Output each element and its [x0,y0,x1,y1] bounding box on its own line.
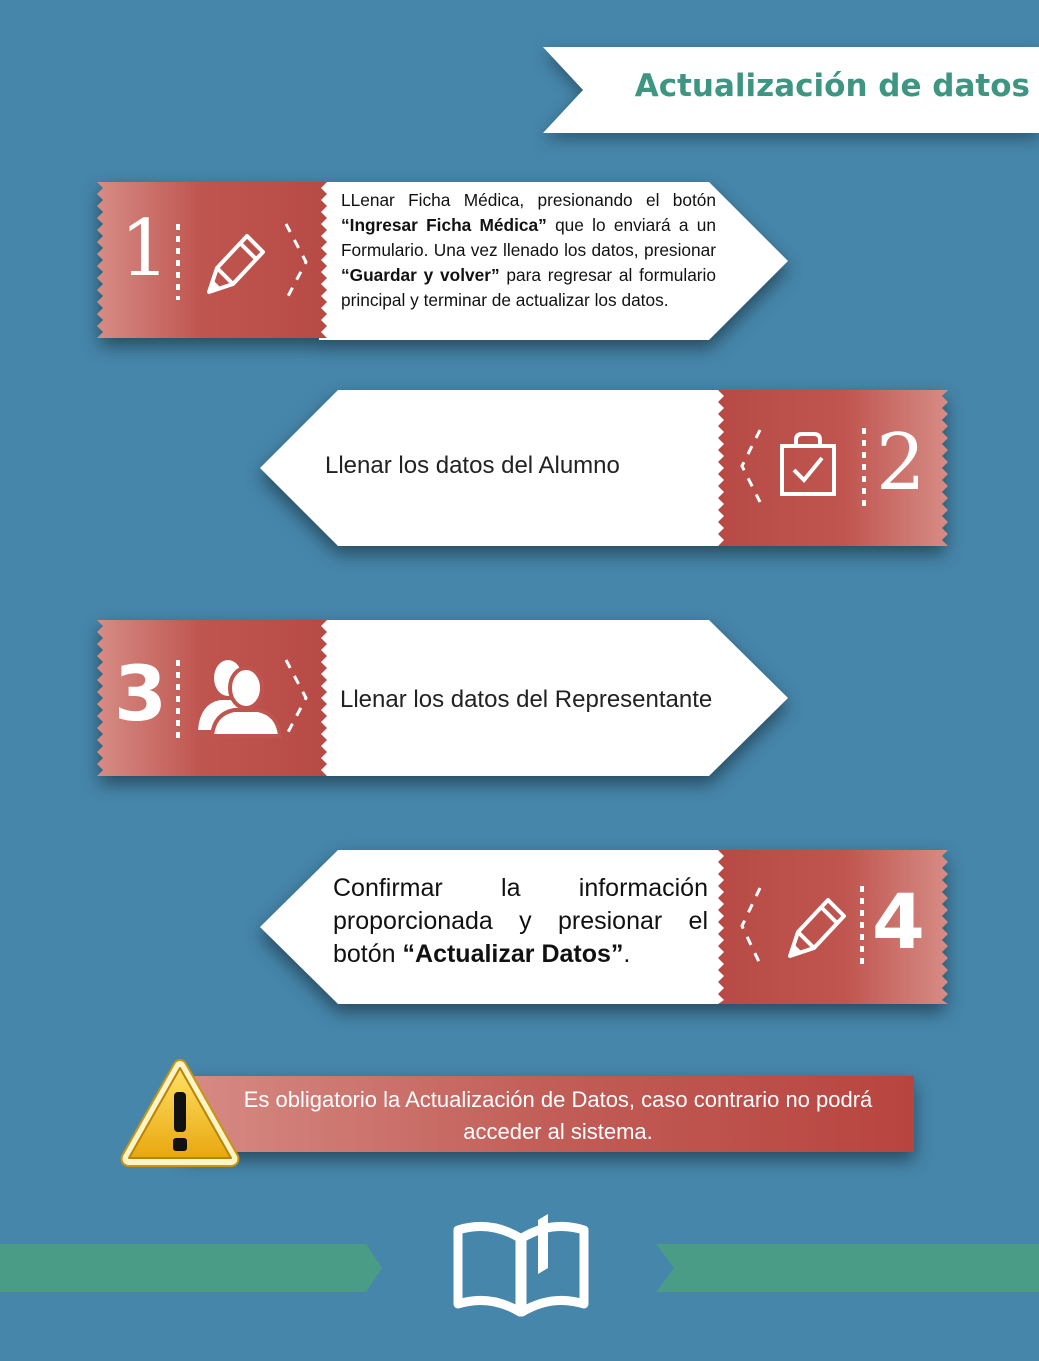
step-1-number: 1 [120,204,170,294]
users-icon [196,656,282,738]
footer-ribbon-left [0,1242,384,1294]
pencil-icon [205,228,271,296]
footer-ribbon-right [656,1242,1039,1294]
step-2-text: Llenar los datos del Alumno [325,452,620,479]
warning-text: Es obligatorio la Actualización de Datos, caso contrario no podrá acceder al sistema. [243,1087,873,1144]
warning-icon [118,1056,242,1170]
step-4-text: Confirmar la información proporcionada y presionar el botón “Actualizar Datos”. [333,874,708,968]
step-1-text: LLenar Ficha Médica, presionando el botón “Ingresar Ficha Médica” que lo enviará a un Formulario. Una vez llenado los datos, presionar “Guardar y volver” para regresar al formulario principal y terminar de actualizar los datos. [341,190,717,310]
step-2-number: 2 [876,418,926,508]
step-3-number: 3 [114,649,167,738]
open-book-icon [450,1212,592,1318]
step-4-number: 4 [872,877,925,966]
step-3-text: Llenar los datos del Representante [340,686,713,713]
page-title: Actualización de datos [634,68,1030,104]
pencil-icon [786,892,852,960]
clipboard-check-icon [778,432,838,498]
